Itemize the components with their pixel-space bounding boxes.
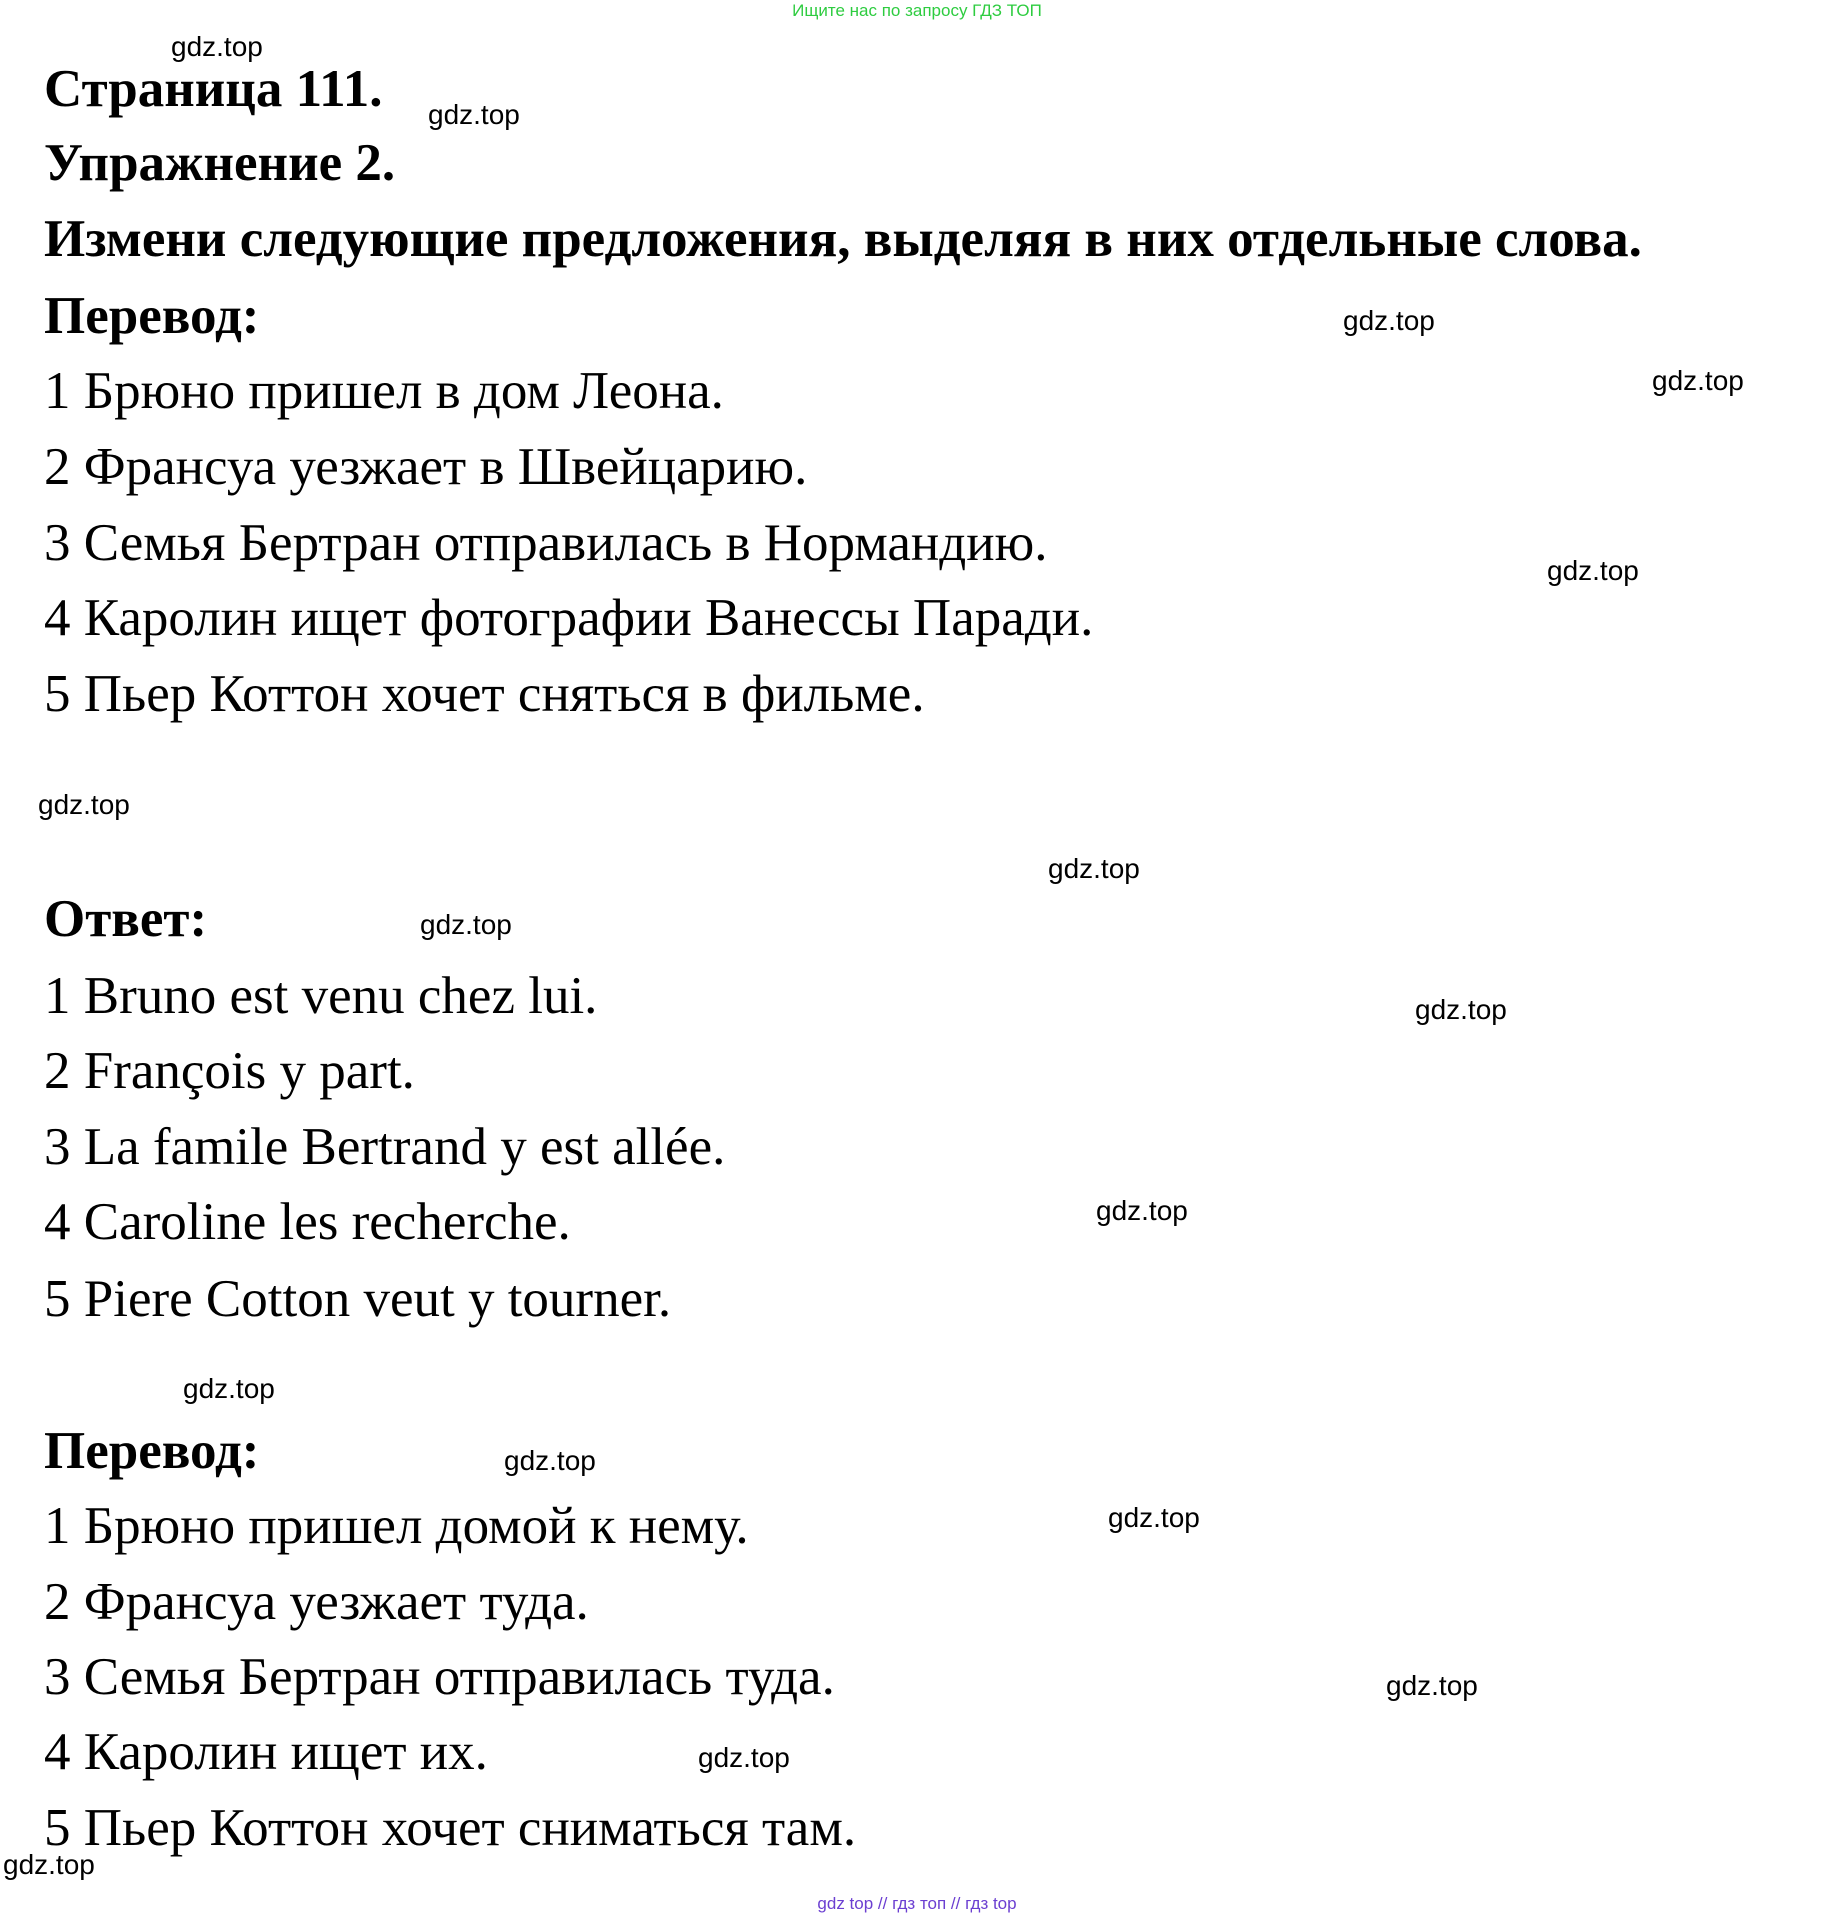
answer-ru-2: 2 Франсуа уезжает туда. (44, 1573, 589, 1631)
watermark: gdz.top (171, 31, 263, 62)
answer-fr-2: 2 François y part. (44, 1042, 415, 1100)
watermark: gdz.top (38, 789, 130, 820)
watermark: gdz.top (3, 1849, 95, 1880)
watermark: gdz.top (428, 99, 520, 130)
watermark: gdz.top (420, 909, 512, 940)
sentence-ru-2: 2 Франсуа уезжает в Швейцарию. (44, 438, 808, 496)
exercise-title: Упражнение 2. (44, 134, 396, 192)
watermark: gdz.top (504, 1445, 596, 1476)
answer-fr-5: 5 Piere Cotton veut y tourner. (44, 1270, 672, 1328)
watermark: gdz.top (1652, 365, 1744, 396)
answer-ru-4: 4 Каролин ищет их. (44, 1723, 488, 1781)
watermark: gdz.top (1547, 555, 1639, 586)
watermark: gdz.top (1108, 1502, 1200, 1533)
answer-fr-3: 3 La famile Bertrand y est allée. (44, 1118, 726, 1176)
watermark: gdz.top (698, 1742, 790, 1773)
bottom-banner: gdz top // гдз топ // гдз top (817, 1894, 1017, 1913)
watermark: gdz.top (183, 1373, 275, 1404)
top-banner: Ищите нас по запросу ГДЗ ТОП (792, 1, 1042, 20)
answer-ru-5: 5 Пьер Коттон хочет сниматься там. (44, 1799, 857, 1857)
page-title: Страница 111. (44, 60, 383, 118)
sentence-ru-1: 1 Брюно пришел в дом Леона. (44, 362, 724, 420)
watermark: gdz.top (1048, 853, 1140, 884)
translation-heading-2: Перевод: (44, 1422, 260, 1480)
watermark: gdz.top (1415, 994, 1507, 1025)
answer-ru-1: 1 Брюно пришел домой к нему. (44, 1497, 749, 1555)
watermark: gdz.top (1096, 1195, 1188, 1226)
answer-ru-3: 3 Семья Бертран отправилась туда. (44, 1648, 835, 1706)
watermark: gdz.top (1386, 1670, 1478, 1701)
task-text: Измени следующие предложения, выделяя в них отдельные слова. (44, 210, 1642, 268)
answer-fr-1: 1 Bruno est venu chez lui. (44, 967, 598, 1025)
answer-heading: Ответ: (44, 890, 208, 948)
sentence-ru-3: 3 Семья Бертран отправилась в Нормандию. (44, 514, 1048, 572)
sentence-ru-4: 4 Каролин ищет фотографии Ванессы Паради. (44, 589, 1094, 647)
answer-fr-4: 4 Caroline les recherche. (44, 1193, 571, 1251)
sentence-ru-5: 5 Пьер Коттон хочет сняться в фильме. (44, 665, 925, 723)
translation-heading-1: Перевод: (44, 287, 260, 345)
watermark: gdz.top (1343, 305, 1435, 336)
